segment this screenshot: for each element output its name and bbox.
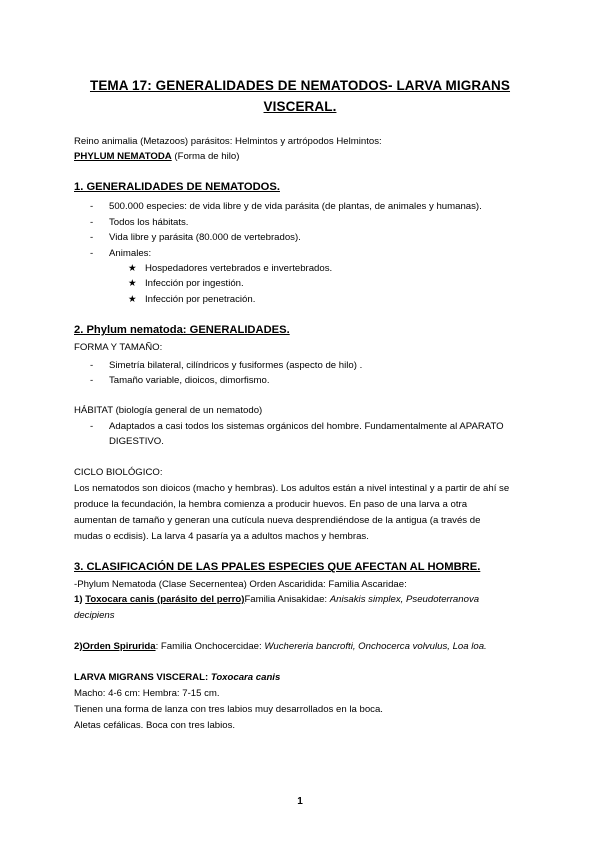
section1-item: Todos los hábitats. (109, 217, 189, 228)
section1-item: 500.000 especies: de vida libre y de vida parásita (de plantas, de animales y humanas). (109, 201, 482, 212)
habitat-label: HÁBITAT (biología general de un nematodo) (74, 405, 263, 416)
dash-bullet: - (90, 421, 94, 432)
habitat-item-line2: DIGESTIVO. (109, 436, 164, 447)
item2-family: : Familia Onchocercidae: (155, 641, 265, 652)
star-bullet-icon: ★ (128, 263, 137, 274)
ciclo-paragraph-line: mudas o ecdisis). La larva 4 pasaría ya a adultos machos y hembras. (74, 531, 369, 542)
classification-item-1-cont: decipiens (74, 610, 115, 621)
document-title-line1: TEMA 17: GENERALIDADES DE NEMATODOS- LARVA MIGRANS (89, 78, 511, 93)
item2-number: 2) (74, 641, 83, 652)
item2-order: Orden Spirurida (82, 641, 156, 652)
document-title-line2: VISCERAL. (263, 99, 337, 114)
dash-bullet: - (90, 248, 94, 259)
dash-bullet: - (90, 201, 94, 212)
habitat-item-line1: Adaptados a casi todos los sistemas orgánicos del hombre. Fundamentalmente al APARATO (109, 421, 504, 432)
ciclo-paragraph-line: produce la fecundación, la hembra comienza a producir huevos. En paso de una larva a otra (74, 499, 468, 510)
page-number: 1 (297, 796, 303, 807)
section1-subitem: Hospedadores vertebrados e invertebrados. (145, 263, 333, 274)
intro-line: Reino animalia (Metazoos) parásitos: Helmintos y artrópodos Helmintos: (74, 136, 382, 147)
dash-bullet: - (90, 375, 94, 386)
classification-item-2 (74, 640, 487, 653)
item1-number: 1) (74, 594, 86, 605)
phylum-line (74, 150, 239, 163)
section1-item: Animales: (109, 248, 152, 259)
star-bullet-icon: ★ (128, 278, 137, 289)
ciclo-paragraph-line: Los nematodos son dioicos (macho y hembras). Los adultos están a nivel intestinal y a partir de ahí se (74, 483, 510, 494)
classification-item-1 (74, 593, 479, 606)
larva-heading (74, 671, 280, 684)
forma-item: Simetría bilateral, cilíndricos y fusiformes (aspecto de hilo) . (109, 360, 363, 371)
item2-species-list: Wuchereria bancrofti, Onchocerca volvulus, Loa loa. (264, 641, 487, 652)
forma-label: FORMA Y TAMAÑO: (74, 342, 163, 353)
larva-line: Aletas cefálicas. Boca con tres labios. (74, 720, 236, 731)
section2-heading: 2. Phylum nematoda: GENERALIDADES. (74, 324, 290, 336)
ciclo-label: CICLO BIOLÓGICO: (74, 467, 163, 478)
phylum-label: PHYLUM NEMATODA (74, 151, 172, 162)
larva-line: Macho: 4-6 cm: Hembra: 7-15 cm. (74, 688, 220, 699)
section1-item: Vida libre y parásita (80.000 de vertebrados). (109, 232, 301, 243)
classification-phylum-line: -Phylum Nematoda (Clase Secernentea) Orden Ascaridida: Familia Ascaridae: (74, 579, 407, 590)
star-bullet-icon: ★ (128, 294, 137, 305)
dash-bullet: - (90, 232, 94, 243)
forma-item: Tamaño variable, dioicos, dimorfismo. (109, 375, 270, 386)
section3-heading: 3. CLASIFICACIÓN DE LAS PPALES ESPECIES QUE AFECTAN AL HOMBRE. (74, 561, 481, 573)
larva-label: LARVA MIGRANS VISCERAL: (74, 672, 211, 683)
section1-subitem: Infección por penetración. (145, 294, 256, 305)
item1-species-list: Anisakis simplex, Pseudoterranova (329, 594, 480, 605)
item1-species: Toxocara canis (parásito del perro) (85, 594, 245, 605)
ciclo-paragraph-line: aumentan de tamaño y generan una cutícula nueva desprendiéndose de la antigua (a través de (74, 515, 481, 526)
dash-bullet: - (90, 360, 94, 371)
larva-species: Toxocara canis (210, 672, 281, 683)
section1-subitem: Infección por ingestión. (145, 278, 244, 289)
section1-heading: 1. GENERALIDADES DE NEMATODOS. (74, 181, 280, 193)
phylum-description: (Forma de hilo) (171, 151, 240, 162)
item1-family: Familia Anisakidae: (244, 594, 330, 605)
larva-line: Tienen una forma de lanza con tres labios muy desarrollados en la boca. (74, 704, 383, 715)
dash-bullet: - (90, 217, 94, 228)
